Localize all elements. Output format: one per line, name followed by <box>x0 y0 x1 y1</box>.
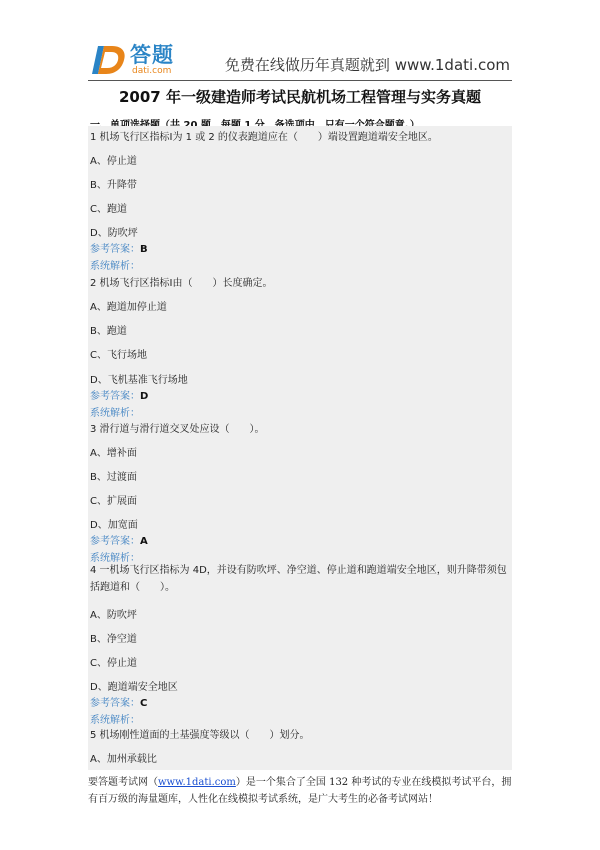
option-d: D、跑道端安全地区 <box>90 682 178 693</box>
option-c: C、跑道 <box>90 204 127 215</box>
explanation-label: 系统解析： <box>90 553 140 564</box>
option-b: B、净空道 <box>90 634 137 645</box>
option-a: A、防吹坪 <box>90 610 137 621</box>
explanation-label: 系统解析： <box>90 408 140 419</box>
option-a: A、增补面 <box>90 448 137 459</box>
question-stem: 2 机场飞行区指标Ⅰ由（ ）长度确定。 <box>90 278 273 289</box>
header-slogan: 免费在线做历年真题就到 www.1dati.com <box>224 56 510 74</box>
header-divider <box>88 80 512 81</box>
question-list <box>88 126 512 770</box>
option-a: A、加州承载比 <box>90 754 157 765</box>
option-c: C、停止道 <box>90 658 137 669</box>
option-d: D、加宽面 <box>90 520 138 531</box>
question-stem: 5 机场刚性道面的土基强度等级以（ ）划分。 <box>90 730 310 741</box>
option-d: D、防吹坪 <box>90 228 138 239</box>
logo-1d-icon <box>88 40 128 78</box>
page-header <box>88 38 512 82</box>
option-c: C、飞行场地 <box>90 350 147 361</box>
footer-prefix: 要答题考试网（ <box>88 777 158 788</box>
reference-answer <box>90 694 147 709</box>
option-a: A、跑道加停止道 <box>90 302 167 313</box>
question-stem: 4 一机场飞行区指标为 4D，并设有防吹坪、净空道、停止道和跑道端安全地区，则升降带须包括跑道和（ ）。 <box>90 565 507 593</box>
explanation-label: 系统解析： <box>90 261 140 272</box>
answer-value: C <box>140 698 148 709</box>
option-c: C、扩展面 <box>90 496 137 507</box>
footer-link[interactable]: www.1dati.com <box>158 777 236 788</box>
answer-value: D <box>140 391 149 402</box>
reference-answer <box>90 240 148 255</box>
option-a: A、停止道 <box>90 156 137 167</box>
option-b: B、跑道 <box>90 326 127 337</box>
logo-title: 答题 <box>130 43 174 67</box>
option-b: B、升降带 <box>90 180 137 191</box>
question-stem: 3 滑行道与滑行道交叉处应设（ ）。 <box>90 424 265 435</box>
answer-label: 参考答案： <box>90 244 140 255</box>
answer-value: B <box>140 244 148 255</box>
logo-subtitle: dati.com <box>132 66 172 76</box>
answer-label: 参考答案： <box>90 536 140 547</box>
logo[interactable] <box>88 38 198 80</box>
footer-suffix: ）是一个集合了全国 132 种考试的专业在线模拟考试平台，拥有百万级的海量题库，人性化在线模拟考试系统，是广大考生的必备考试网站！ <box>88 777 512 805</box>
question-stem: 1 机场飞行区指标Ⅰ为 1 或 2 的仪表跑道应在（ ）端设置跑道端安全地区。 <box>90 132 438 143</box>
reference-answer <box>90 532 148 547</box>
reference-answer <box>90 387 148 402</box>
answer-label: 参考答案： <box>90 391 140 402</box>
option-d: D、飞机基准飞行场地 <box>90 375 188 386</box>
footer-note <box>88 774 512 808</box>
explanation-label: 系统解析： <box>90 715 140 726</box>
option-b: B、过渡面 <box>90 472 137 483</box>
answer-value: A <box>140 536 148 547</box>
document-title: 2007 年一级建造师考试民航机场工程管理与实务真题 <box>119 88 481 106</box>
answer-label: 参考答案： <box>90 698 140 709</box>
